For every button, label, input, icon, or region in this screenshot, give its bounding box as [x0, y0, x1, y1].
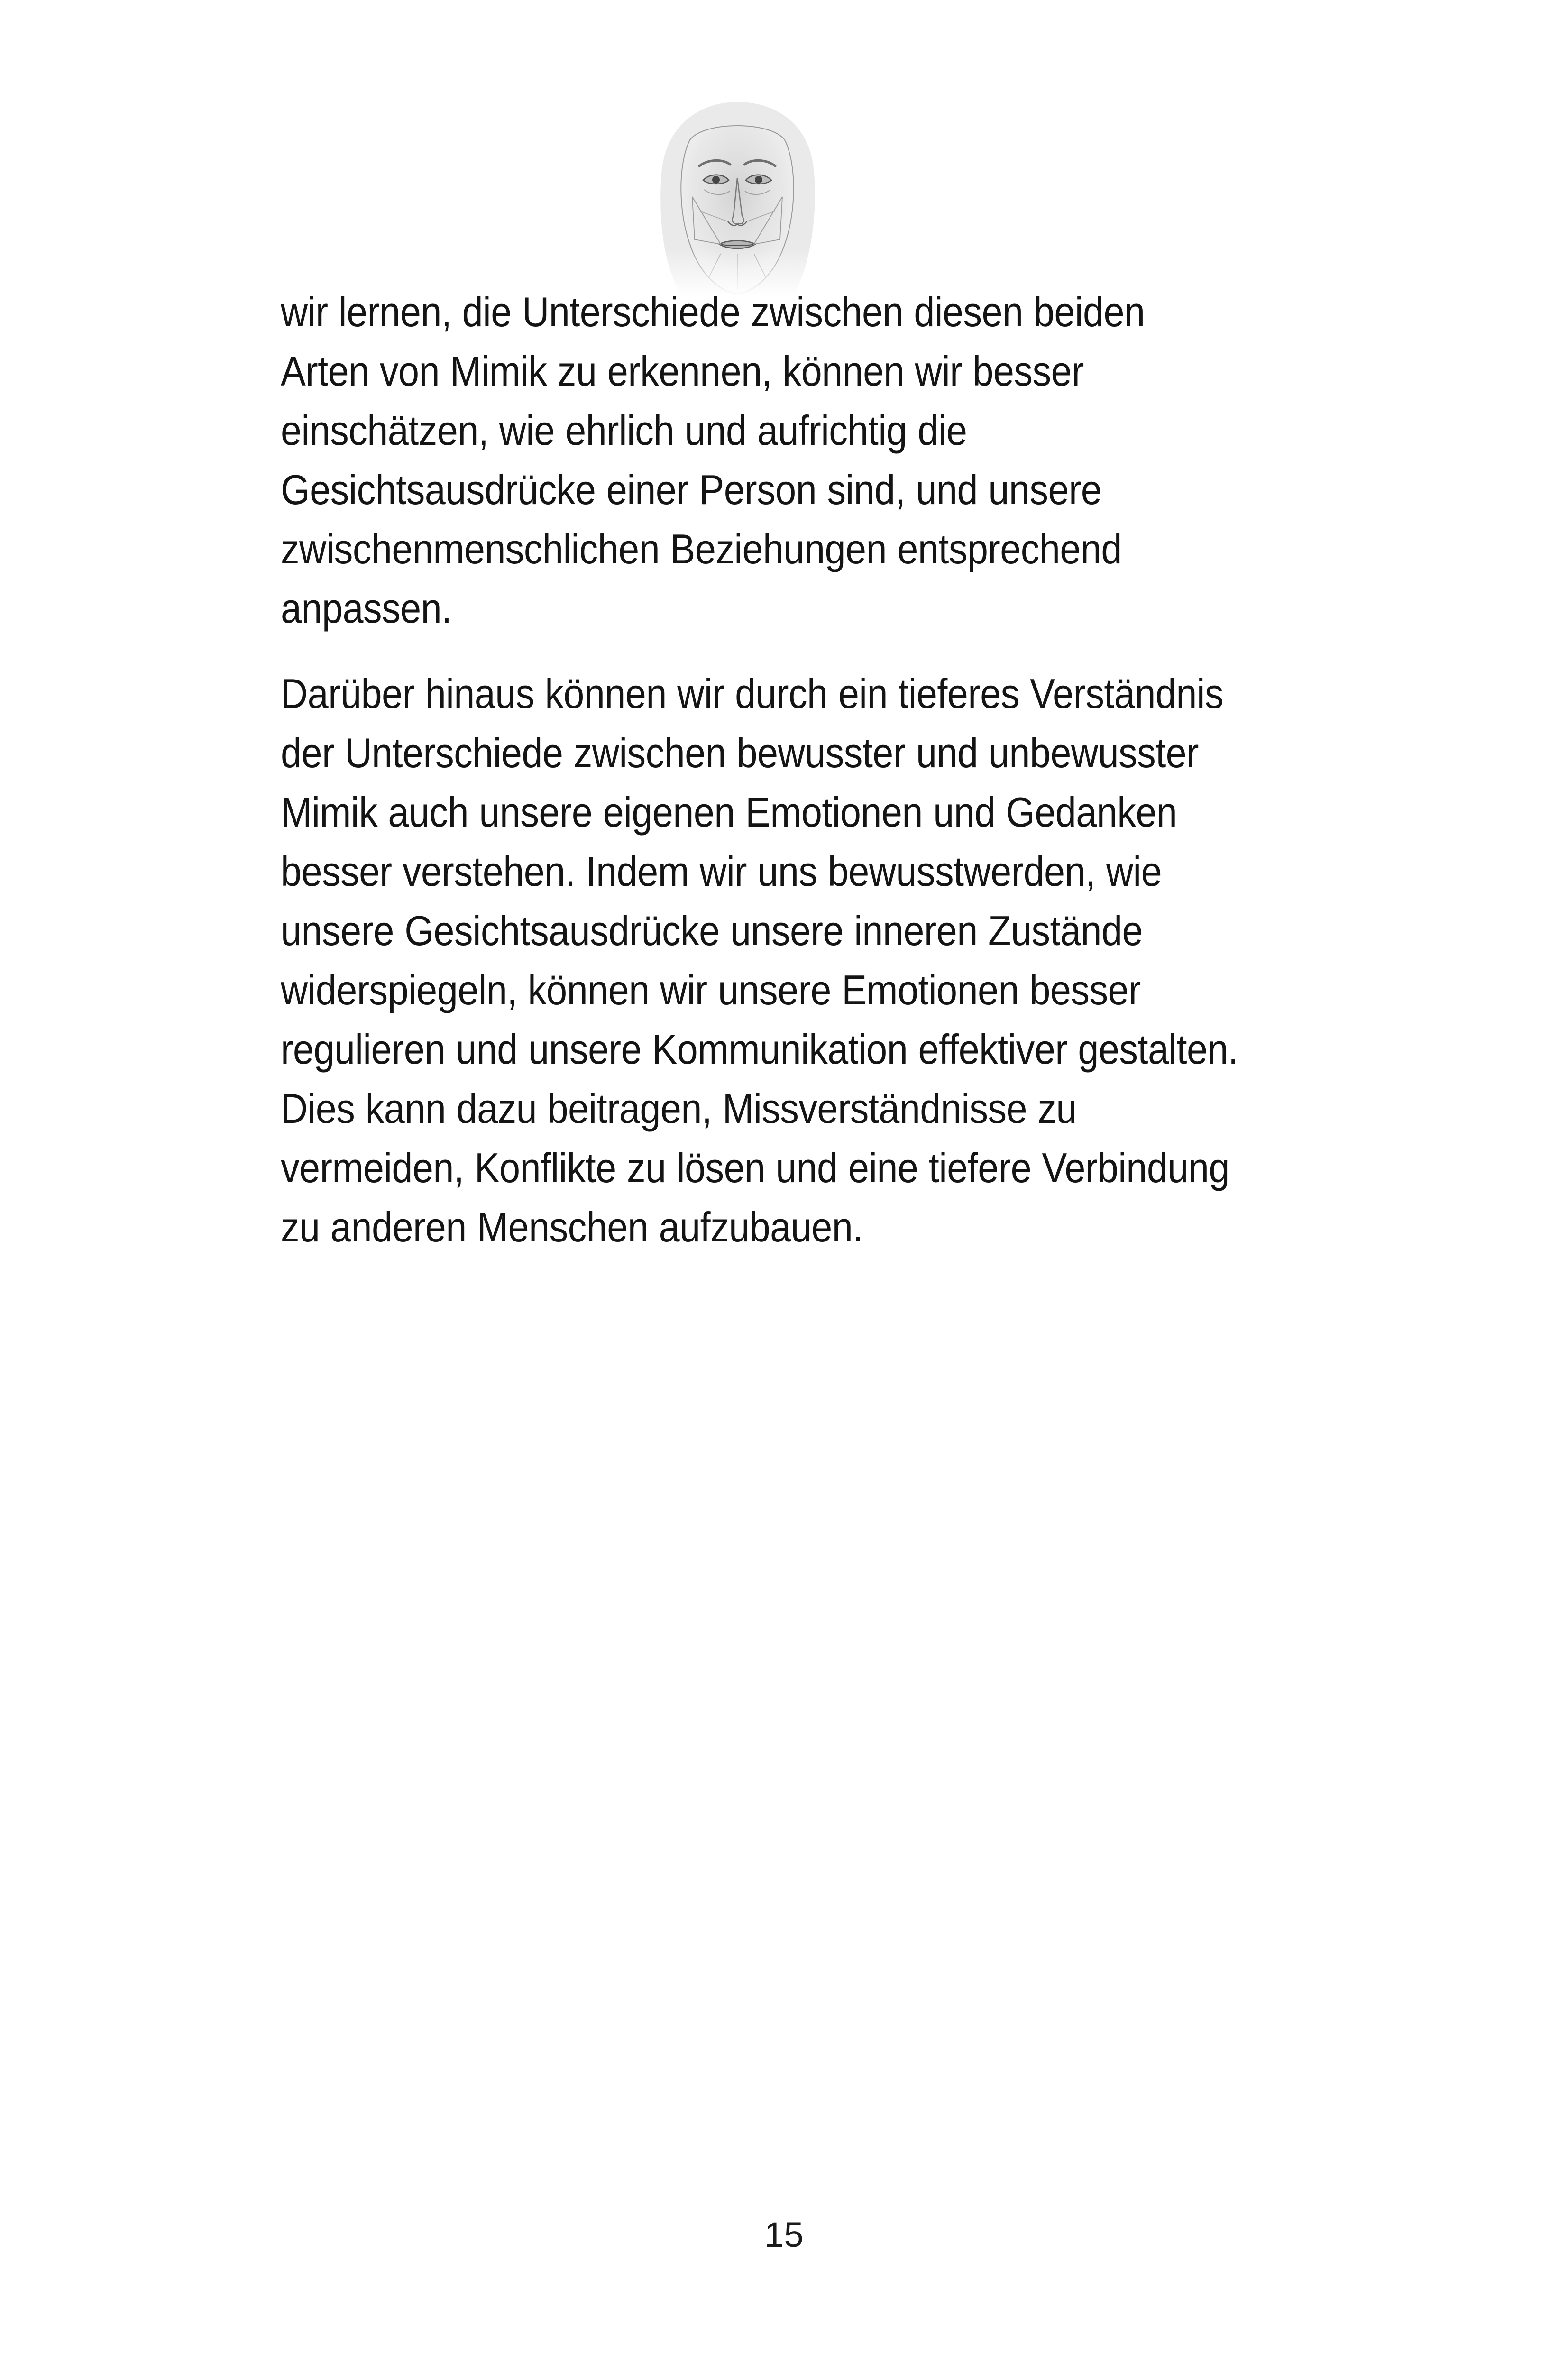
text-line: Mimik auch unsere eigenen Emotionen und Gedanken: [281, 789, 1177, 836]
text-line: regulieren und unsere Kommunikation effektiver gestalten.: [281, 1026, 1238, 1073]
face-sketch-icon: [633, 102, 842, 296]
page-number: 15: [764, 2215, 804, 2254]
paragraph-1: [281, 282, 1305, 638]
text-line: Arten von Mimik zu erkennen, können wir besser: [281, 348, 1084, 395]
text-line: unsere Gesichtsausdrücke unsere inneren Zustände: [281, 907, 1143, 954]
text-line: der Unterschiede zwischen bewusster und unbewusster: [281, 729, 1199, 776]
text-line: wir lernen, die Unterschiede zwischen diesen beiden: [281, 288, 1145, 335]
text-line: anpassen.: [281, 585, 452, 632]
text-line: einschätzen, wie ehrlich und aufrichtig die: [281, 407, 967, 454]
text-line: besser verstehen. Indem wir uns bewusstwerden, wie: [281, 848, 1162, 895]
text-line: Dies kann dazu beitragen, Missverständnisse zu: [281, 1085, 1077, 1132]
text-line: widerspiegeln, können wir unsere Emotionen besser: [281, 966, 1141, 1013]
paragraph-2: [281, 664, 1305, 1257]
body-text: [281, 282, 1305, 1257]
text-line: zu anderen Menschen aufzubauen.: [281, 1204, 863, 1250]
text-line: Darüber hinaus können wir durch ein tieferes Verständnis: [281, 670, 1224, 717]
text-line: Gesichtsausdrücke einer Person sind, und unsere: [281, 466, 1102, 513]
text-line: zwischenmenschlichen Beziehungen entsprechend: [281, 525, 1122, 572]
text-line: vermeiden, Konflikte zu lösen und eine tiefere Verbindung: [281, 1144, 1229, 1191]
